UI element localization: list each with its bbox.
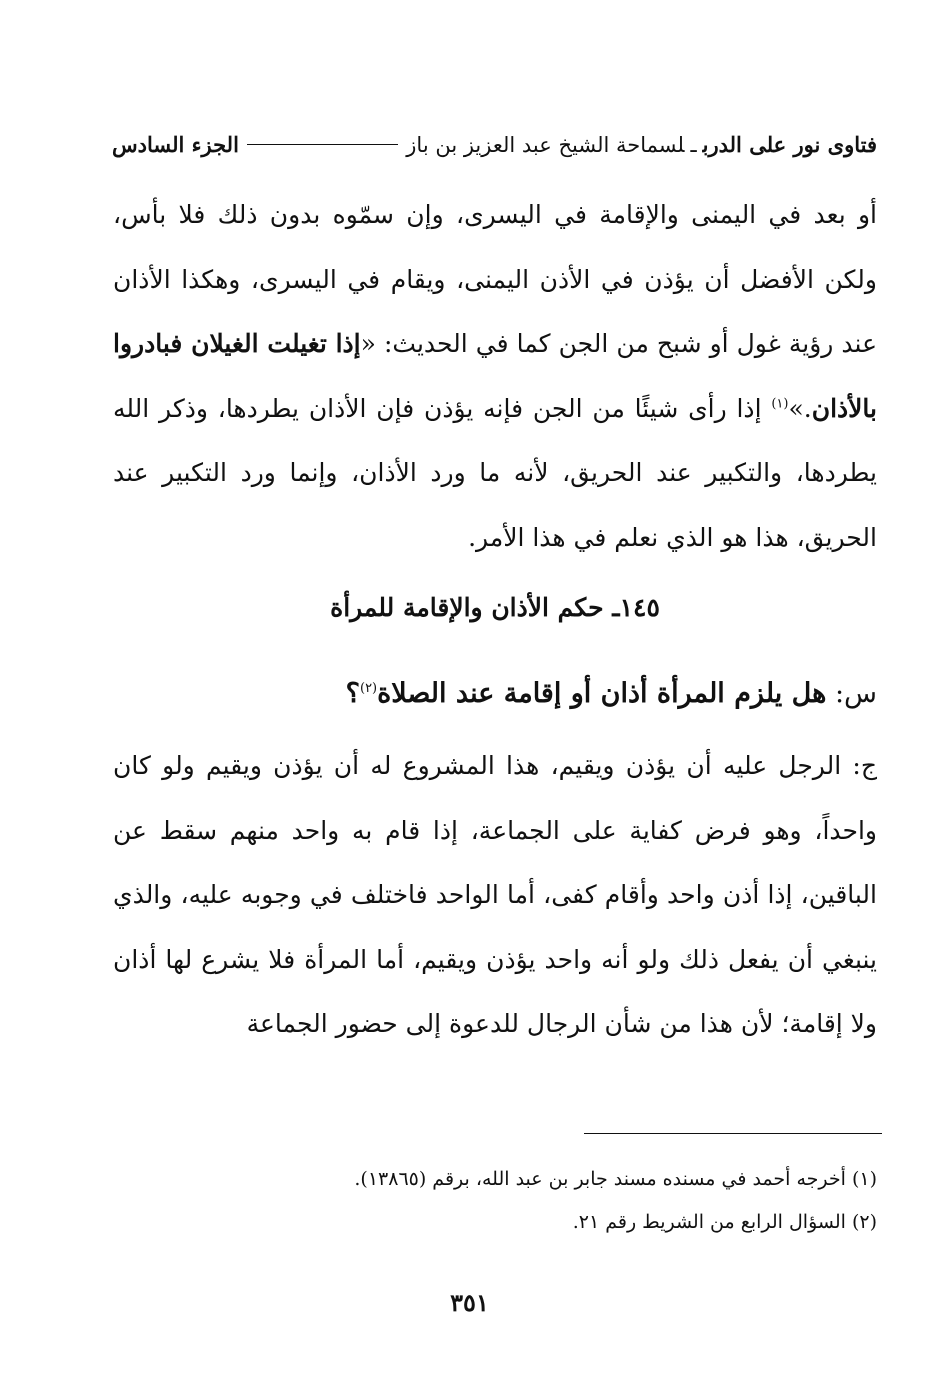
footnote-ref-1[interactable]: (١) <box>771 396 789 412</box>
section-heading: ١٤٥ـ حكم الأذان والإقامة للمرأة <box>330 593 660 622</box>
paragraph-text: أو بعد في اليمنى والإقامة في اليسرى، وإن سمّوه بدون ذلك فلا بأس، ولكن الأفضل أن يؤذن في الأذن اليمنى، ويقام في اليسرى، وهكذا الأذان عند رؤية غول أو شبح من الجن كما في الحديث: « <box>113 200 877 358</box>
question-prefix: س: <box>826 678 877 709</box>
footnote-1: (١) أخرجه أحمد في مسنده مسند جابر بن عبد الله، برقم (١٣٨٦٥). <box>354 1168 877 1190</box>
footnotes <box>113 1158 877 1244</box>
answer-paragraph: ج: الرجل عليه أن يؤذن ويقيم، هذا المشروع له أن يؤذن ويقيم ولو كان واحداً، وهو فرض كفاية على الجماعة، إذا قام به واحد منهم سقط عن الباقين، إذا أذن واحد وأقام كفى، أما الواحد فاختلف في وجوبه عليه، والذي ينبغي أن يفعل ذلك ولو أنه واحد يؤذن ويقيم، أما المرأة فلا يشرع لها أذان ولا إقامة؛ لأن هذا من شأن الرجال للدعوة إلى حضور الجماعة <box>113 751 877 1038</box>
question <box>113 664 877 724</box>
footnote-divider <box>584 1133 882 1134</box>
footnote-2: (٢) السؤال الرابع من الشريط رقم ٢١. <box>572 1211 877 1233</box>
header-part: الجزء السادس <box>112 131 239 157</box>
header-author: لسماحة الشيخ عبد العزيز بن باز <box>406 132 685 157</box>
paragraph-text-continued: إذا رأى شيئًا من الجن فإنه يؤذن فإن الأذان يطردها، وذكر الله يطردها، والتكبير عند الحريق، لأنه ما ورد الأذان، وإنما ورد التكبير عند الحريق، هذا هو الذي نعلم في هذا الأمر. <box>113 393 877 552</box>
quote-close: .» <box>788 393 812 423</box>
question-text: هل يلزم المرأة أذان أو إقامة عند الصلاة <box>377 678 827 709</box>
header-rule <box>247 144 398 145</box>
paragraph-adhan-jinn <box>113 183 877 570</box>
footnote-ref-2[interactable]: (٢) <box>359 681 378 696</box>
header-book-info <box>406 132 877 157</box>
hadith-quote: إذا تغيلت الغيلان فبادروا بالأذان <box>113 329 877 423</box>
page-number: ٣٥١ <box>450 1288 489 1317</box>
header-separator: ـ <box>690 132 697 157</box>
header-book-title: فتاوى نور على الدرب <box>702 131 877 157</box>
running-header <box>112 124 877 164</box>
question-mark: ؟ <box>345 678 360 709</box>
